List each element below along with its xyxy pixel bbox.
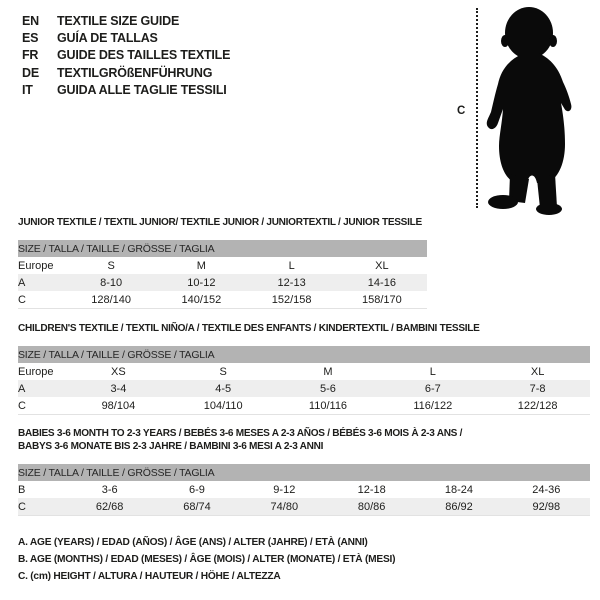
size-header-label: SIZE / TALLA / TAILLE / GRÖSSE / TAGLIA xyxy=(18,464,590,481)
table-cell: S xyxy=(219,365,227,378)
table-cell: 12-13 xyxy=(247,274,337,291)
table-cell: 104/110 xyxy=(203,399,243,412)
language-list xyxy=(22,13,230,99)
table-cell: 68/74 xyxy=(153,498,240,516)
table-cell: 92/98 xyxy=(503,498,590,516)
children-textile-table xyxy=(18,322,590,415)
size-header-label: SIZE / TALLA / TAILLE / GRÖSSE / TAGLIA xyxy=(18,346,590,363)
size-table xyxy=(18,346,590,415)
table-cell: 8-10 xyxy=(66,274,156,291)
table-row xyxy=(18,274,427,291)
lang-row-de xyxy=(22,65,230,82)
table-title-line: CHILDREN'S TEXTILE / TEXTIL NIÑO/A / TEXTILE DES ENFANTS / KINDERTEXTIL / BAMBINI TESSILE xyxy=(18,322,480,334)
table-cell: 4-5 xyxy=(171,380,276,397)
lang-row-en xyxy=(22,13,230,30)
table-cell: 5-6 xyxy=(276,380,381,397)
table-row xyxy=(18,397,590,415)
table-cell: 98/104 xyxy=(101,399,136,412)
height-measure-label: C xyxy=(457,105,466,117)
footnote-age-years: A. AGE (YEARS) / EDAD (AÑOS) / ÂGE (ANS) / ALTER (JAHRE) / ETÀ (ANNI) xyxy=(18,536,368,548)
table-row xyxy=(18,498,590,516)
footnote-age-months: B. AGE (MONTHS) / EDAD (MESES) / ÂGE (MOIS) / ALTER (MONATE) / ETÀ (MESI) xyxy=(18,552,396,565)
lang-text: GUIDE DES TAILLES TEXTILE xyxy=(57,48,231,63)
table-cell: 140/152 xyxy=(181,293,222,306)
table-cell: XS xyxy=(111,365,126,378)
table-cell: XL xyxy=(530,365,545,378)
table-title-line: BABYS 3-6 MONATE BIS 2-3 JAHRE / BAMBINI 3-6 MESI A 2-3 ANNI xyxy=(18,440,324,452)
table-title xyxy=(18,427,590,453)
row-label: C xyxy=(18,293,26,306)
row-label: A xyxy=(18,274,66,291)
table-cell: 128/140 xyxy=(91,293,131,306)
row-label: Europe xyxy=(18,365,54,378)
row-label: B xyxy=(18,483,26,496)
lang-row-es xyxy=(22,30,230,47)
table-cell: 152/158 xyxy=(271,293,312,306)
table-row xyxy=(18,380,590,397)
lang-code: EN xyxy=(22,14,39,28)
row-label: A xyxy=(18,380,66,397)
table-cell: 86/92 xyxy=(415,498,502,516)
table-cell: L xyxy=(288,259,295,272)
table-cell: 6-9 xyxy=(189,483,205,496)
table-cell: 7-8 xyxy=(485,380,590,397)
table-cell: 74/80 xyxy=(241,498,328,516)
table-cell: XL xyxy=(375,259,389,272)
table-cell: 24-36 xyxy=(532,483,561,496)
row-label: Europe xyxy=(18,259,54,272)
table-row xyxy=(18,291,427,309)
table-cell: 9-12 xyxy=(273,483,296,496)
lang-text: GUÍA DE TALLAS xyxy=(57,31,158,46)
babies-textile-table xyxy=(18,427,590,516)
table-cell: M xyxy=(323,365,333,378)
table-cell: S xyxy=(107,259,115,272)
lang-text: TEXTILE SIZE GUIDE xyxy=(57,14,180,28)
table-cell: 3-4 xyxy=(66,380,171,397)
row-label: C xyxy=(18,399,26,412)
footnote-height: C. (cm) HEIGHT / ALTURA / HAUTEUR / HÖHE / ALTEZZA xyxy=(18,569,281,582)
table-cell: 3-6 xyxy=(101,483,118,496)
junior-textile-table xyxy=(18,216,427,309)
table-cell: 110/116 xyxy=(308,399,348,412)
baby-silhouette-icon xyxy=(482,4,582,216)
lang-code: FR xyxy=(22,48,39,63)
row-label: C xyxy=(18,498,66,516)
lang-text: TEXTILGRÖßENFÜHRUNG xyxy=(57,65,213,80)
size-table xyxy=(18,240,427,309)
table-title-line: BABIES 3-6 MONTH TO 2-3 YEARS / BEBÉS 3-6 MESES A 2-3 AÑOS / BÉBÉS 3-6 MOIS À 2-3 ANS / xyxy=(18,427,463,439)
lang-row-fr xyxy=(22,47,230,64)
table-row xyxy=(18,363,590,380)
table-cell: 12-18 xyxy=(357,483,386,496)
lang-row-it xyxy=(22,82,230,99)
table-cell: 158/170 xyxy=(361,293,402,306)
table-cell: 80/86 xyxy=(328,498,415,516)
table-cell: 10-12 xyxy=(156,274,246,291)
table-title-line: JUNIOR TEXTILE / TEXTIL JUNIOR/ TEXTILE JUNIOR / JUNIORTEXTIL / JUNIOR TESSILE xyxy=(18,216,422,228)
table-cell: 6-7 xyxy=(380,380,485,397)
size-header-row xyxy=(18,346,590,363)
lang-code: ES xyxy=(22,31,39,46)
table-cell: L xyxy=(429,365,436,378)
table-cell: 18-24 xyxy=(444,483,474,496)
size-header-row xyxy=(18,240,427,257)
table-cell: 14-16 xyxy=(337,274,427,291)
footnote-legend xyxy=(18,534,407,584)
table-row xyxy=(18,481,590,498)
size-header-row xyxy=(18,464,590,481)
table-title xyxy=(18,216,427,229)
table-row xyxy=(18,257,427,274)
size-header-label: SIZE / TALLA / TAILLE / GRÖSSE / TAGLIA xyxy=(18,240,427,257)
lang-code: DE xyxy=(22,65,39,80)
size-table xyxy=(18,464,590,516)
table-cell: M xyxy=(196,259,206,272)
table-title xyxy=(18,322,590,335)
lang-text: GUIDA ALLE TAGLIE TESSILI xyxy=(57,82,227,97)
table-cell: 116/122 xyxy=(413,399,453,412)
table-cell: 62/68 xyxy=(66,498,153,516)
table-cell: 122/128 xyxy=(517,399,558,412)
height-measure-dotted-line xyxy=(476,8,478,208)
lang-code: IT xyxy=(22,82,33,97)
